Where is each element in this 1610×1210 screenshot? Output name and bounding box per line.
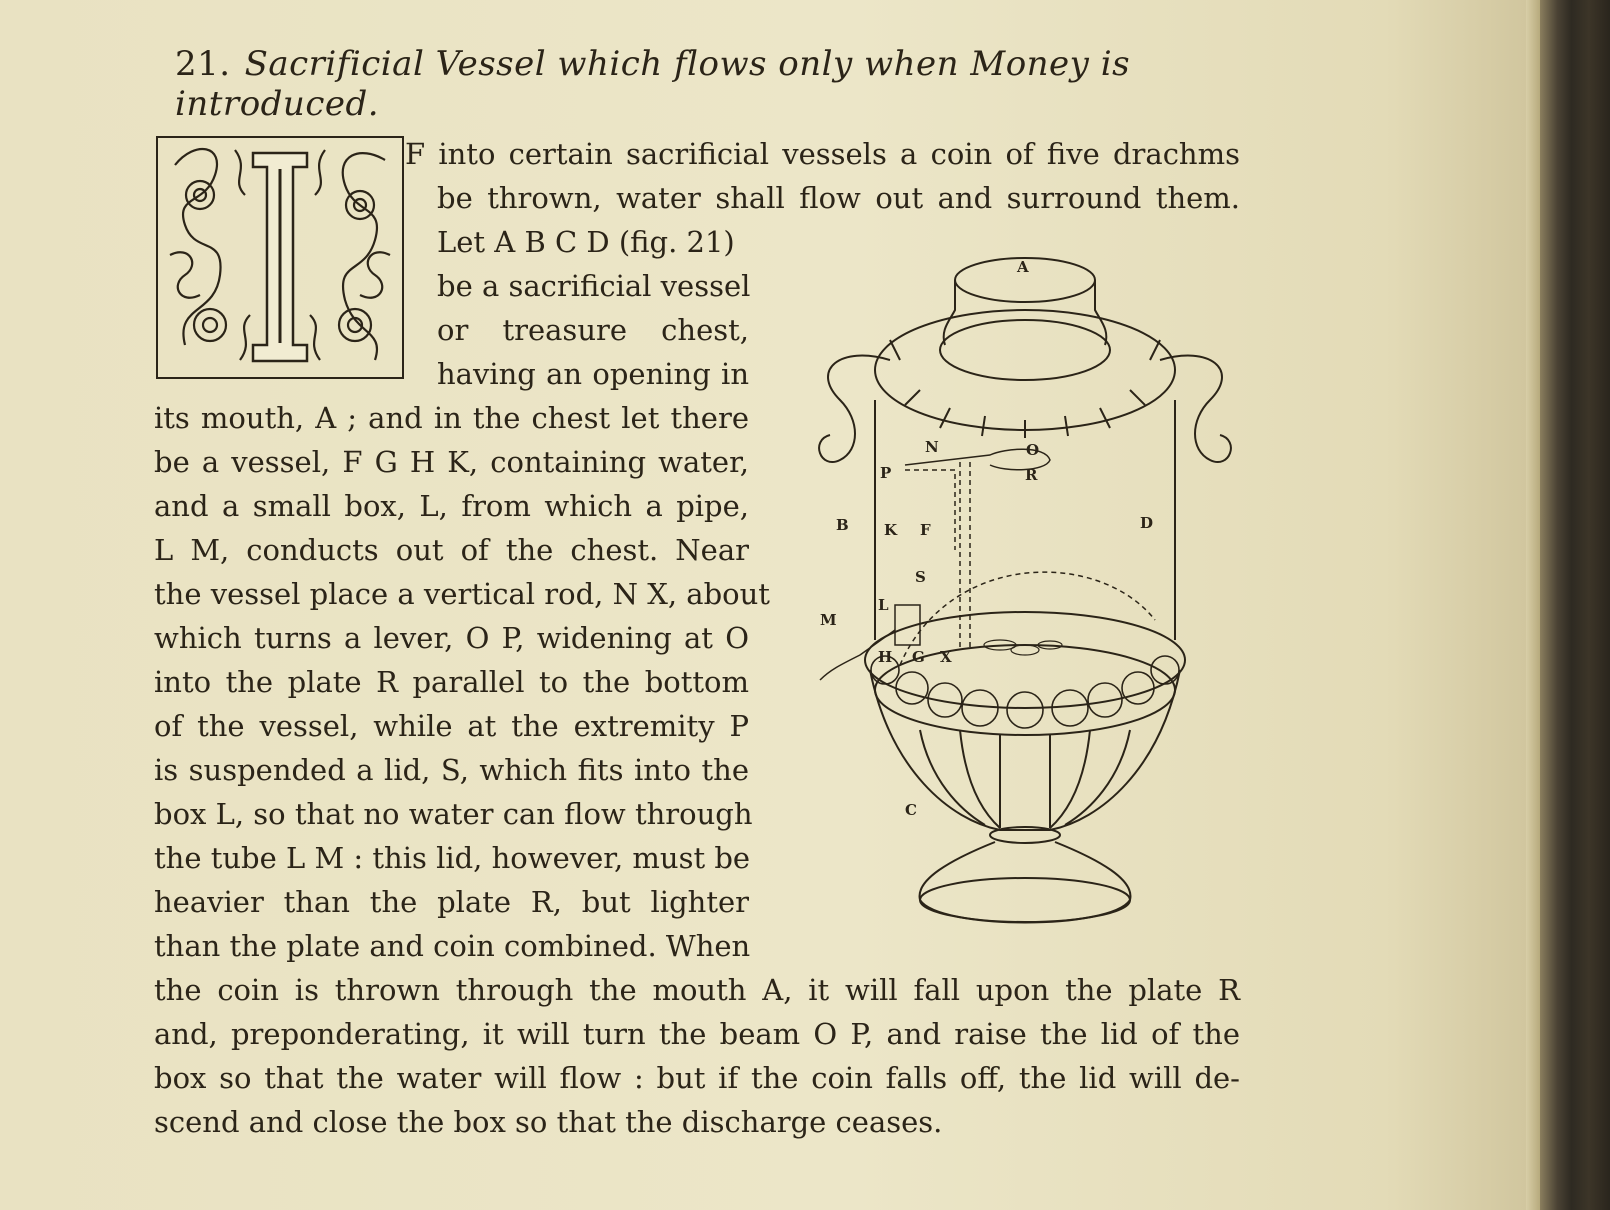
text-line: having an opening in [437,357,749,391]
label-l: L [878,596,889,614]
text-line: be thrown, water shall flow out and surround them. [437,181,1240,215]
text-line: scend and close the box so that the discharge ceases. [154,1105,943,1139]
label-p: P [880,464,892,482]
text-line: or treasure chest, [437,313,749,347]
text-line: be a vessel, F G H K, containing water, [154,445,749,479]
label-f: F [920,521,931,539]
label-a: A [1017,258,1029,276]
text-line: Let A B C D (fig. 21) [437,225,735,259]
book-spine [1540,0,1610,1210]
text-line: and, preponderating, it will turn the beam O P, and raise the lid of the [154,1017,1240,1051]
text-line: the vessel place a vertical rod, N X, about [154,577,770,611]
text-line: which turns a lever, O P, widening at O [154,621,749,655]
label-b: B [836,516,849,534]
text-line: box so that the water will flow : but if the coin falls off, the lid will de- [154,1061,1240,1095]
label-c: C [905,801,917,819]
label-g: G [912,648,925,666]
section-number: 21. [175,44,231,84]
decorated-initial-icon [155,135,405,380]
page-edge [1526,0,1540,1210]
text-line: the tube L M : this lid, however, must be [154,841,751,875]
label-o: O [1026,441,1040,459]
text-line: than the plate and coin combined. When [154,929,751,963]
text-line: be a sacrificial vessel [437,269,751,303]
text-line: L M, conducts out of the chest. Near [154,533,749,567]
label-x: X [940,648,952,666]
label-m: M [820,611,837,629]
bleed-through-text [840,0,849,33]
text-line: into the plate R parallel to the bottom [154,665,749,699]
text-line: F into certain sacrificial vessels a coin of five drachms [405,137,1240,171]
section-heading [175,44,1275,124]
label-d: D [1140,514,1154,532]
text-line: of the vessel, while at the extremity P [154,709,749,743]
label-r: R [1025,466,1038,484]
text-line: box L, so that no water can flow through [154,797,753,831]
label-h: H [878,648,893,666]
text-line: heavier than the plate R, but lighter [154,885,749,919]
sacrificial-vessel-figure [800,250,1240,930]
label-s: S [915,568,926,586]
label-n: N [925,438,939,456]
text-line: its mouth, A ; and in the chest let there [154,401,749,435]
section-title: Sacrificial Vessel which flows only when Money is introduced. [175,44,1131,124]
label-k: K [884,521,898,539]
text-line: the coin is thrown through the mouth A, it will fall upon the plate R [154,973,1240,1007]
text-line: and a small box, L, from which a pipe, [154,489,749,523]
text-line: is suspended a lid, S, which fits into the [154,753,749,787]
